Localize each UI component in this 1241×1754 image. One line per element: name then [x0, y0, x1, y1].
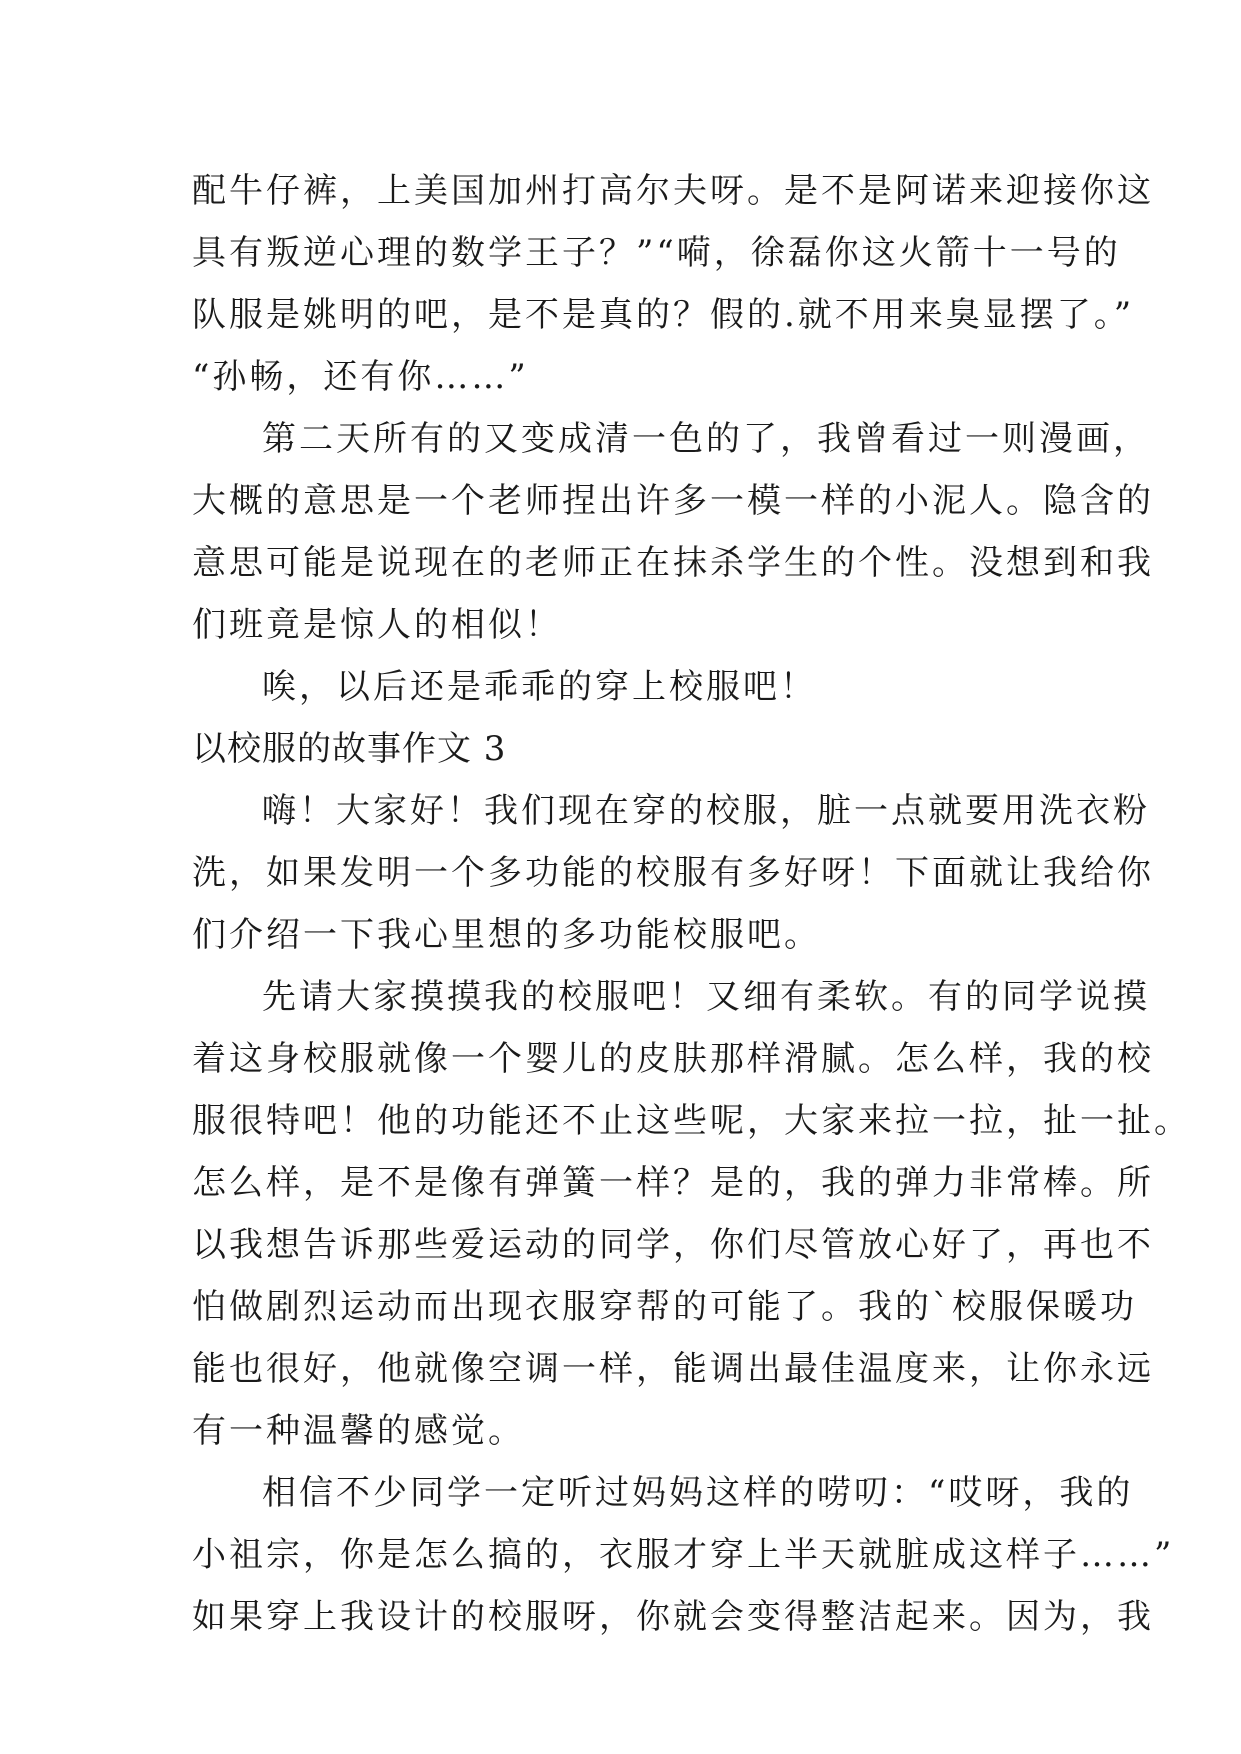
text-line: 有一种温馨的感觉。: [192, 1411, 525, 1451]
text-line: 洗，如果发明一个多功能的校服有多好呀！下面就让我给你: [192, 853, 1154, 893]
body-text: [192, 160, 1191, 1648]
text-line: 如果穿上我设计的校服呀，你就会变得整洁起来。因为，我: [192, 1597, 1154, 1637]
text-line: 怎么样，是不是像有弹簧一样？是的，我的弹力非常棒。所: [192, 1163, 1154, 1203]
text-line: 队服是姚明的吧，是不是真的？假的.就不用来臭显摆了。”: [192, 295, 1135, 335]
paragraph-start-line: 相信不少同学一定听过妈妈这样的唠叨：“哎呀，我的: [262, 1473, 1134, 1513]
paragraph-start-line: 唉，以后还是乖乖的穿上校服吧！: [262, 667, 817, 707]
text-line: 小祖宗，你是怎么搞的，衣服才穿上半天就脏成这样子……”: [192, 1535, 1175, 1575]
paragraph-start-line: 第二天所有的又变成清一色的了，我曾看过一则漫画，: [262, 419, 1150, 459]
text-line: 以我想告诉那些爱运动的同学，你们尽管放心好了，再也不: [192, 1225, 1154, 1265]
text-line: 服很特吧！他的功能还不止这些呢，大家来拉一拉，扯一扯。: [192, 1101, 1191, 1141]
text-line: 们班竟是惊人的相似！: [192, 605, 562, 645]
text-line: 着这身校服就像一个婴儿的皮肤那样滑腻。怎么样，我的校: [192, 1039, 1154, 1079]
text-line: 怕做剧烈运动而出现衣服穿帮的可能了。我的`校服保暖功: [192, 1287, 1137, 1327]
text-line: 能也很好，他就像空调一样，能调出最佳温度来，让你永远: [192, 1349, 1154, 1389]
text-line: 大概的意思是一个老师捏出许多一模一样的小泥人。隐含的: [192, 481, 1154, 521]
text-line: 具有叛逆心理的数学王子？”“嗬，徐磊你这火箭十一号的: [192, 233, 1121, 273]
section-heading: 以校服的故事作文 3: [192, 729, 507, 769]
text-line: “孙畅，还有你……”: [192, 357, 529, 397]
paragraph-start-line: 嗨！大家好！我们现在穿的校服，脏一点就要用洗衣粉: [262, 791, 1150, 831]
text-line: 们介绍一下我心里想的多功能校服吧。: [192, 915, 821, 955]
paragraph-start-line: 先请大家摸摸我的校服吧！又细有柔软。有的同学说摸: [262, 977, 1150, 1017]
text-line: 意思可能是说现在的老师正在抹杀学生的个性。没想到和我: [192, 543, 1154, 583]
text-line: 配牛仔裤，上美国加州打高尔夫呀。是不是阿诺来迎接你这: [192, 171, 1154, 211]
